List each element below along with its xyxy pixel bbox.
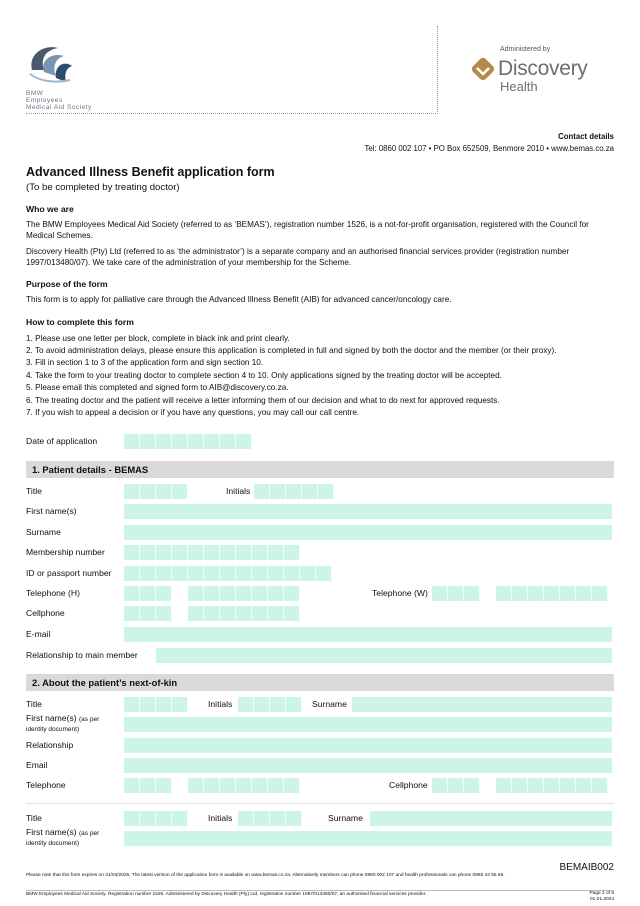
how-heading: How to complete this form bbox=[26, 316, 134, 327]
bemas-logo-line-3: Medical Aid Society bbox=[26, 104, 92, 111]
character-box[interactable] bbox=[432, 586, 448, 601]
patient-first-names-label: First name(s) bbox=[26, 506, 77, 516]
character-box[interactable] bbox=[576, 778, 592, 793]
character-box[interactable] bbox=[156, 811, 172, 826]
footer-date: 01.01.2024 bbox=[589, 897, 614, 902]
email-input[interactable] bbox=[124, 627, 612, 642]
character-box[interactable] bbox=[188, 778, 204, 793]
character-box[interactable] bbox=[254, 484, 270, 499]
nok-initials-input[interactable] bbox=[238, 697, 302, 712]
patient-title-input[interactable] bbox=[124, 484, 188, 499]
character-box[interactable] bbox=[172, 811, 188, 826]
character-box[interactable] bbox=[270, 697, 286, 712]
nok-title-label: Title bbox=[26, 699, 42, 709]
instruction-item: 6. The treating doctor and the patient will receive a letter informing them of our decision and what to do next for approved requests. bbox=[26, 395, 500, 405]
character-box[interactable] bbox=[124, 811, 140, 826]
nok-first-names-label bbox=[26, 714, 99, 734]
nok-email-input[interactable] bbox=[124, 758, 612, 773]
telephone-home-code-input[interactable] bbox=[124, 586, 172, 601]
character-box[interactable] bbox=[528, 778, 544, 793]
character-box[interactable] bbox=[286, 697, 302, 712]
character-box[interactable] bbox=[172, 434, 188, 449]
date-of-application-input[interactable] bbox=[124, 434, 252, 449]
character-box[interactable] bbox=[592, 778, 608, 793]
page-title: Advanced Illness Benefit application form bbox=[26, 165, 275, 179]
character-box[interactable] bbox=[316, 566, 332, 581]
character-box[interactable] bbox=[172, 484, 188, 499]
relationship-label: Relationship to main member bbox=[26, 650, 138, 660]
membership-number-label: Membership number bbox=[26, 547, 105, 557]
page-number: Page 1 of 5 bbox=[589, 891, 614, 896]
character-box[interactable] bbox=[592, 586, 608, 601]
character-box[interactable] bbox=[188, 606, 204, 621]
purpose-heading: Purpose of the form bbox=[26, 279, 108, 289]
character-box[interactable] bbox=[236, 778, 252, 793]
header-divider-horizontal bbox=[26, 113, 438, 114]
membership-number-input[interactable] bbox=[124, 545, 300, 560]
character-box[interactable] bbox=[236, 545, 252, 560]
character-box[interactable] bbox=[124, 434, 140, 449]
contact-details bbox=[365, 131, 614, 155]
character-box[interactable] bbox=[124, 778, 140, 793]
character-box[interactable] bbox=[204, 434, 220, 449]
character-box[interactable] bbox=[284, 778, 300, 793]
nok2-title-label: Title bbox=[26, 813, 42, 823]
relationship-input[interactable] bbox=[156, 648, 612, 663]
character-box[interactable] bbox=[204, 566, 220, 581]
character-box[interactable] bbox=[544, 586, 560, 601]
administered-by: Administered by bbox=[500, 46, 551, 53]
character-box[interactable] bbox=[268, 606, 284, 621]
instructions-list bbox=[26, 333, 614, 420]
nok2-first-names-input[interactable] bbox=[124, 831, 612, 846]
character-box[interactable] bbox=[204, 545, 220, 560]
section-1-heading: 1. Patient details - BEMAS bbox=[26, 461, 614, 478]
nok-relationship-label: Relationship bbox=[26, 740, 74, 750]
page-header bbox=[0, 0, 640, 118]
character-box[interactable] bbox=[496, 586, 512, 601]
character-box[interactable] bbox=[252, 606, 268, 621]
character-box[interactable] bbox=[140, 566, 156, 581]
character-box[interactable] bbox=[188, 586, 204, 601]
character-box[interactable] bbox=[252, 566, 268, 581]
character-box[interactable] bbox=[318, 484, 334, 499]
character-box[interactable] bbox=[156, 434, 172, 449]
character-box[interactable] bbox=[254, 697, 270, 712]
character-box[interactable] bbox=[220, 566, 236, 581]
nok-telephone-label: Telephone bbox=[26, 780, 66, 790]
intro-section bbox=[26, 165, 614, 419]
character-box[interactable] bbox=[252, 586, 268, 601]
nok-cellphone-number-input[interactable] bbox=[496, 778, 608, 793]
character-box[interactable] bbox=[172, 697, 188, 712]
character-box[interactable] bbox=[448, 586, 464, 601]
character-box[interactable] bbox=[140, 586, 156, 601]
character-box[interactable] bbox=[268, 545, 284, 560]
character-box[interactable] bbox=[236, 606, 252, 621]
character-box[interactable] bbox=[268, 566, 284, 581]
footer-page-info bbox=[589, 891, 614, 903]
nok-cellphone-label: Cellphone bbox=[389, 780, 428, 790]
nok-email-label: Email bbox=[26, 760, 48, 770]
discovery-logo bbox=[470, 44, 620, 98]
character-box[interactable] bbox=[302, 484, 318, 499]
footer-legal: BMW Employees Medical Aid Society. Registration number 1526. Administered by Discovery Health (Pty) Ltd, registration number 1997/013480/07, an authorised financial services provider. bbox=[26, 892, 427, 897]
form-code: BEMAIB002 bbox=[559, 862, 614, 873]
character-box[interactable] bbox=[236, 566, 252, 581]
character-box[interactable] bbox=[284, 586, 300, 601]
date-of-application-label: Date of application bbox=[26, 436, 98, 446]
patient-surname-input[interactable] bbox=[124, 525, 612, 540]
character-box[interactable] bbox=[220, 586, 236, 601]
character-box[interactable] bbox=[270, 811, 286, 826]
character-box[interactable] bbox=[286, 484, 302, 499]
character-box[interactable] bbox=[156, 484, 172, 499]
character-box[interactable] bbox=[448, 778, 464, 793]
character-box[interactable] bbox=[188, 545, 204, 560]
cellphone-code-input[interactable] bbox=[124, 606, 172, 621]
character-box[interactable] bbox=[140, 778, 156, 793]
character-box[interactable] bbox=[156, 697, 172, 712]
instruction-item: 3. Fill in section 1 to 3 of the application form and sign section 10. bbox=[26, 358, 264, 368]
nok-surname-label: Surname bbox=[312, 699, 347, 709]
nok-telephone-code-input[interactable] bbox=[124, 778, 172, 793]
character-box[interactable] bbox=[236, 586, 252, 601]
purpose-paragraph: This form is to apply for palliative care through the Advanced Illness Benefit (AIB) for advanced cancer/oncology care. bbox=[26, 295, 452, 304]
character-box[interactable] bbox=[156, 606, 172, 621]
character-box[interactable] bbox=[432, 778, 448, 793]
nok2-initials-label: Initials bbox=[208, 813, 233, 823]
nok2-title-input[interactable] bbox=[124, 811, 188, 826]
character-box[interactable] bbox=[124, 697, 140, 712]
character-box[interactable] bbox=[220, 545, 236, 560]
nok2-surname-input[interactable] bbox=[370, 811, 612, 826]
nok2-initials-input[interactable] bbox=[238, 811, 302, 826]
id-number-input[interactable] bbox=[124, 566, 332, 581]
who-heading: Who we are bbox=[26, 204, 74, 214]
patient-title-label: Title bbox=[26, 486, 42, 496]
character-box[interactable] bbox=[284, 545, 300, 560]
nok-initials-label: Initials bbox=[208, 699, 233, 709]
bemas-logo-line-1: BMW bbox=[26, 90, 44, 97]
character-box[interactable] bbox=[560, 586, 576, 601]
character-box[interactable] bbox=[512, 586, 528, 601]
character-box[interactable] bbox=[544, 778, 560, 793]
instruction-item: 4. Take the form to your treating doctor to complete section 4 to 10. Only applications signed by the treating doctor will be accepted. bbox=[26, 370, 502, 380]
character-box[interactable] bbox=[576, 586, 592, 601]
telephone-work-code-input[interactable] bbox=[432, 586, 480, 601]
telephone-home-label: Telephone (H) bbox=[26, 588, 80, 598]
nok-cellphone-code-input[interactable] bbox=[432, 778, 480, 793]
nok2-first-names-note-2: identity document) bbox=[26, 840, 80, 847]
character-box[interactable] bbox=[220, 778, 236, 793]
nok-first-names-text: First name(s) bbox=[26, 713, 77, 723]
instruction-item: 5. Please email this completed and signed form to AIB@discovery.co.za. bbox=[26, 383, 289, 393]
bemas-logo-icon bbox=[26, 40, 76, 88]
contact-title: Contact details bbox=[558, 132, 614, 141]
character-box[interactable] bbox=[252, 778, 268, 793]
patient-first-names-input[interactable] bbox=[124, 504, 612, 519]
character-box[interactable] bbox=[124, 586, 140, 601]
character-box[interactable] bbox=[140, 545, 156, 560]
character-box[interactable] bbox=[188, 434, 204, 449]
footer-note: Please note that this form expires on 31/03/2025. The latest version of the application form is available on www.bemas.co.za. Alternatively members can phone 0860 002 107 and health professionals can phone 0860 44 55 66. bbox=[26, 873, 505, 878]
character-box[interactable] bbox=[220, 606, 236, 621]
character-box[interactable] bbox=[172, 545, 188, 560]
contact-line: Tel: 0860 002 107 • PO Box 652509, Benmore 2010 • www.bemas.co.za bbox=[364, 144, 614, 153]
character-box[interactable] bbox=[140, 434, 156, 449]
section-2-divider bbox=[26, 803, 614, 804]
who-paragraph-1: The BMW Employees Medical Aid Society (referred to as ‘BEMAS’), registration number 1526, is a not-for-profit organisation, registered with the Council for Medical Schemes. bbox=[26, 220, 589, 240]
nok2-first-names-text: First name(s) bbox=[26, 827, 77, 837]
patient-initials-label: Initials bbox=[226, 486, 251, 496]
nok2-surname-label: Surname bbox=[328, 813, 363, 823]
character-box[interactable] bbox=[238, 811, 254, 826]
cellphone-number-input[interactable] bbox=[188, 606, 300, 621]
character-box[interactable] bbox=[268, 586, 284, 601]
footer-divider bbox=[26, 890, 614, 891]
discovery-diamond-icon bbox=[470, 56, 496, 82]
nok2-first-names-label bbox=[26, 828, 99, 848]
discovery-brand: Discovery bbox=[498, 57, 588, 80]
patient-surname-label: Surname bbox=[26, 527, 61, 537]
who-paragraph-2: Discovery Health (Pty) Ltd (referred to as ‘the administrator’) is a separate company and an authorised financial services provider (registration number 1997/013480/07). We take care of the administration of your membership for the Scheme. bbox=[26, 247, 570, 267]
nok-first-names-note: (as per bbox=[79, 716, 100, 723]
character-box[interactable] bbox=[204, 606, 220, 621]
character-box[interactable] bbox=[238, 697, 254, 712]
id-number-label: ID or passport number bbox=[26, 568, 112, 578]
character-box[interactable] bbox=[496, 778, 512, 793]
nok-first-names-input[interactable] bbox=[124, 717, 612, 732]
character-box[interactable] bbox=[560, 778, 576, 793]
telephone-work-number-input[interactable] bbox=[496, 586, 608, 601]
character-box[interactable] bbox=[284, 566, 300, 581]
character-box[interactable] bbox=[254, 811, 270, 826]
character-box[interactable] bbox=[220, 434, 236, 449]
character-box[interactable] bbox=[140, 811, 156, 826]
email-label: E-mail bbox=[26, 629, 51, 639]
character-box[interactable] bbox=[156, 586, 172, 601]
character-box[interactable] bbox=[124, 566, 140, 581]
nok-title-input[interactable] bbox=[124, 697, 188, 712]
character-box[interactable] bbox=[236, 434, 252, 449]
character-box[interactable] bbox=[140, 606, 156, 621]
instruction-item: 2. To avoid administration delays, please ensure this application is completed in full and signed by both the doctor and the member (or their proxy). bbox=[26, 345, 557, 355]
character-box[interactable] bbox=[140, 697, 156, 712]
instruction-item: 1. Please use one letter per block, complete in black ink and print clearly. bbox=[26, 333, 290, 343]
character-box[interactable] bbox=[286, 811, 302, 826]
nok-telephone-number-input[interactable] bbox=[188, 778, 300, 793]
character-box[interactable] bbox=[270, 484, 286, 499]
page-subtitle: (To be completed by treating doctor) bbox=[26, 182, 180, 193]
character-box[interactable] bbox=[252, 545, 268, 560]
character-box[interactable] bbox=[156, 566, 172, 581]
character-box[interactable] bbox=[284, 606, 300, 621]
section-2-heading: 2. About the patient’s next-of-kin bbox=[26, 674, 614, 691]
character-box[interactable] bbox=[204, 586, 220, 601]
patient-initials-input[interactable] bbox=[254, 484, 334, 499]
character-box[interactable] bbox=[188, 566, 204, 581]
character-box[interactable] bbox=[172, 566, 188, 581]
character-box[interactable] bbox=[204, 778, 220, 793]
nok-surname-input[interactable] bbox=[352, 697, 612, 712]
character-box[interactable] bbox=[464, 778, 480, 793]
character-box[interactable] bbox=[124, 545, 140, 560]
character-box[interactable] bbox=[268, 778, 284, 793]
cellphone-label: Cellphone bbox=[26, 608, 65, 618]
character-box[interactable] bbox=[124, 606, 140, 621]
nok-relationship-input[interactable] bbox=[124, 738, 612, 753]
nok2-first-names-note: (as per bbox=[79, 830, 100, 837]
character-box[interactable] bbox=[464, 586, 480, 601]
nok-first-names-note-2: identity document) bbox=[26, 726, 80, 733]
bemas-logo-line-2: Employees bbox=[26, 97, 63, 104]
bemas-logo bbox=[26, 40, 106, 110]
header-divider-vertical bbox=[437, 26, 438, 114]
character-box[interactable] bbox=[528, 586, 544, 601]
character-box[interactable] bbox=[512, 778, 528, 793]
telephone-home-number-input[interactable] bbox=[188, 586, 300, 601]
character-box[interactable] bbox=[156, 545, 172, 560]
character-box[interactable] bbox=[140, 484, 156, 499]
character-box[interactable] bbox=[156, 778, 172, 793]
character-box[interactable] bbox=[124, 484, 140, 499]
telephone-work-label: Telephone (W) bbox=[372, 588, 428, 598]
character-box[interactable] bbox=[300, 566, 316, 581]
instruction-item: 7. If you wish to appeal a decision or if you have any questions, you may call our call centre. bbox=[26, 407, 360, 417]
discovery-health: Health bbox=[500, 79, 538, 94]
